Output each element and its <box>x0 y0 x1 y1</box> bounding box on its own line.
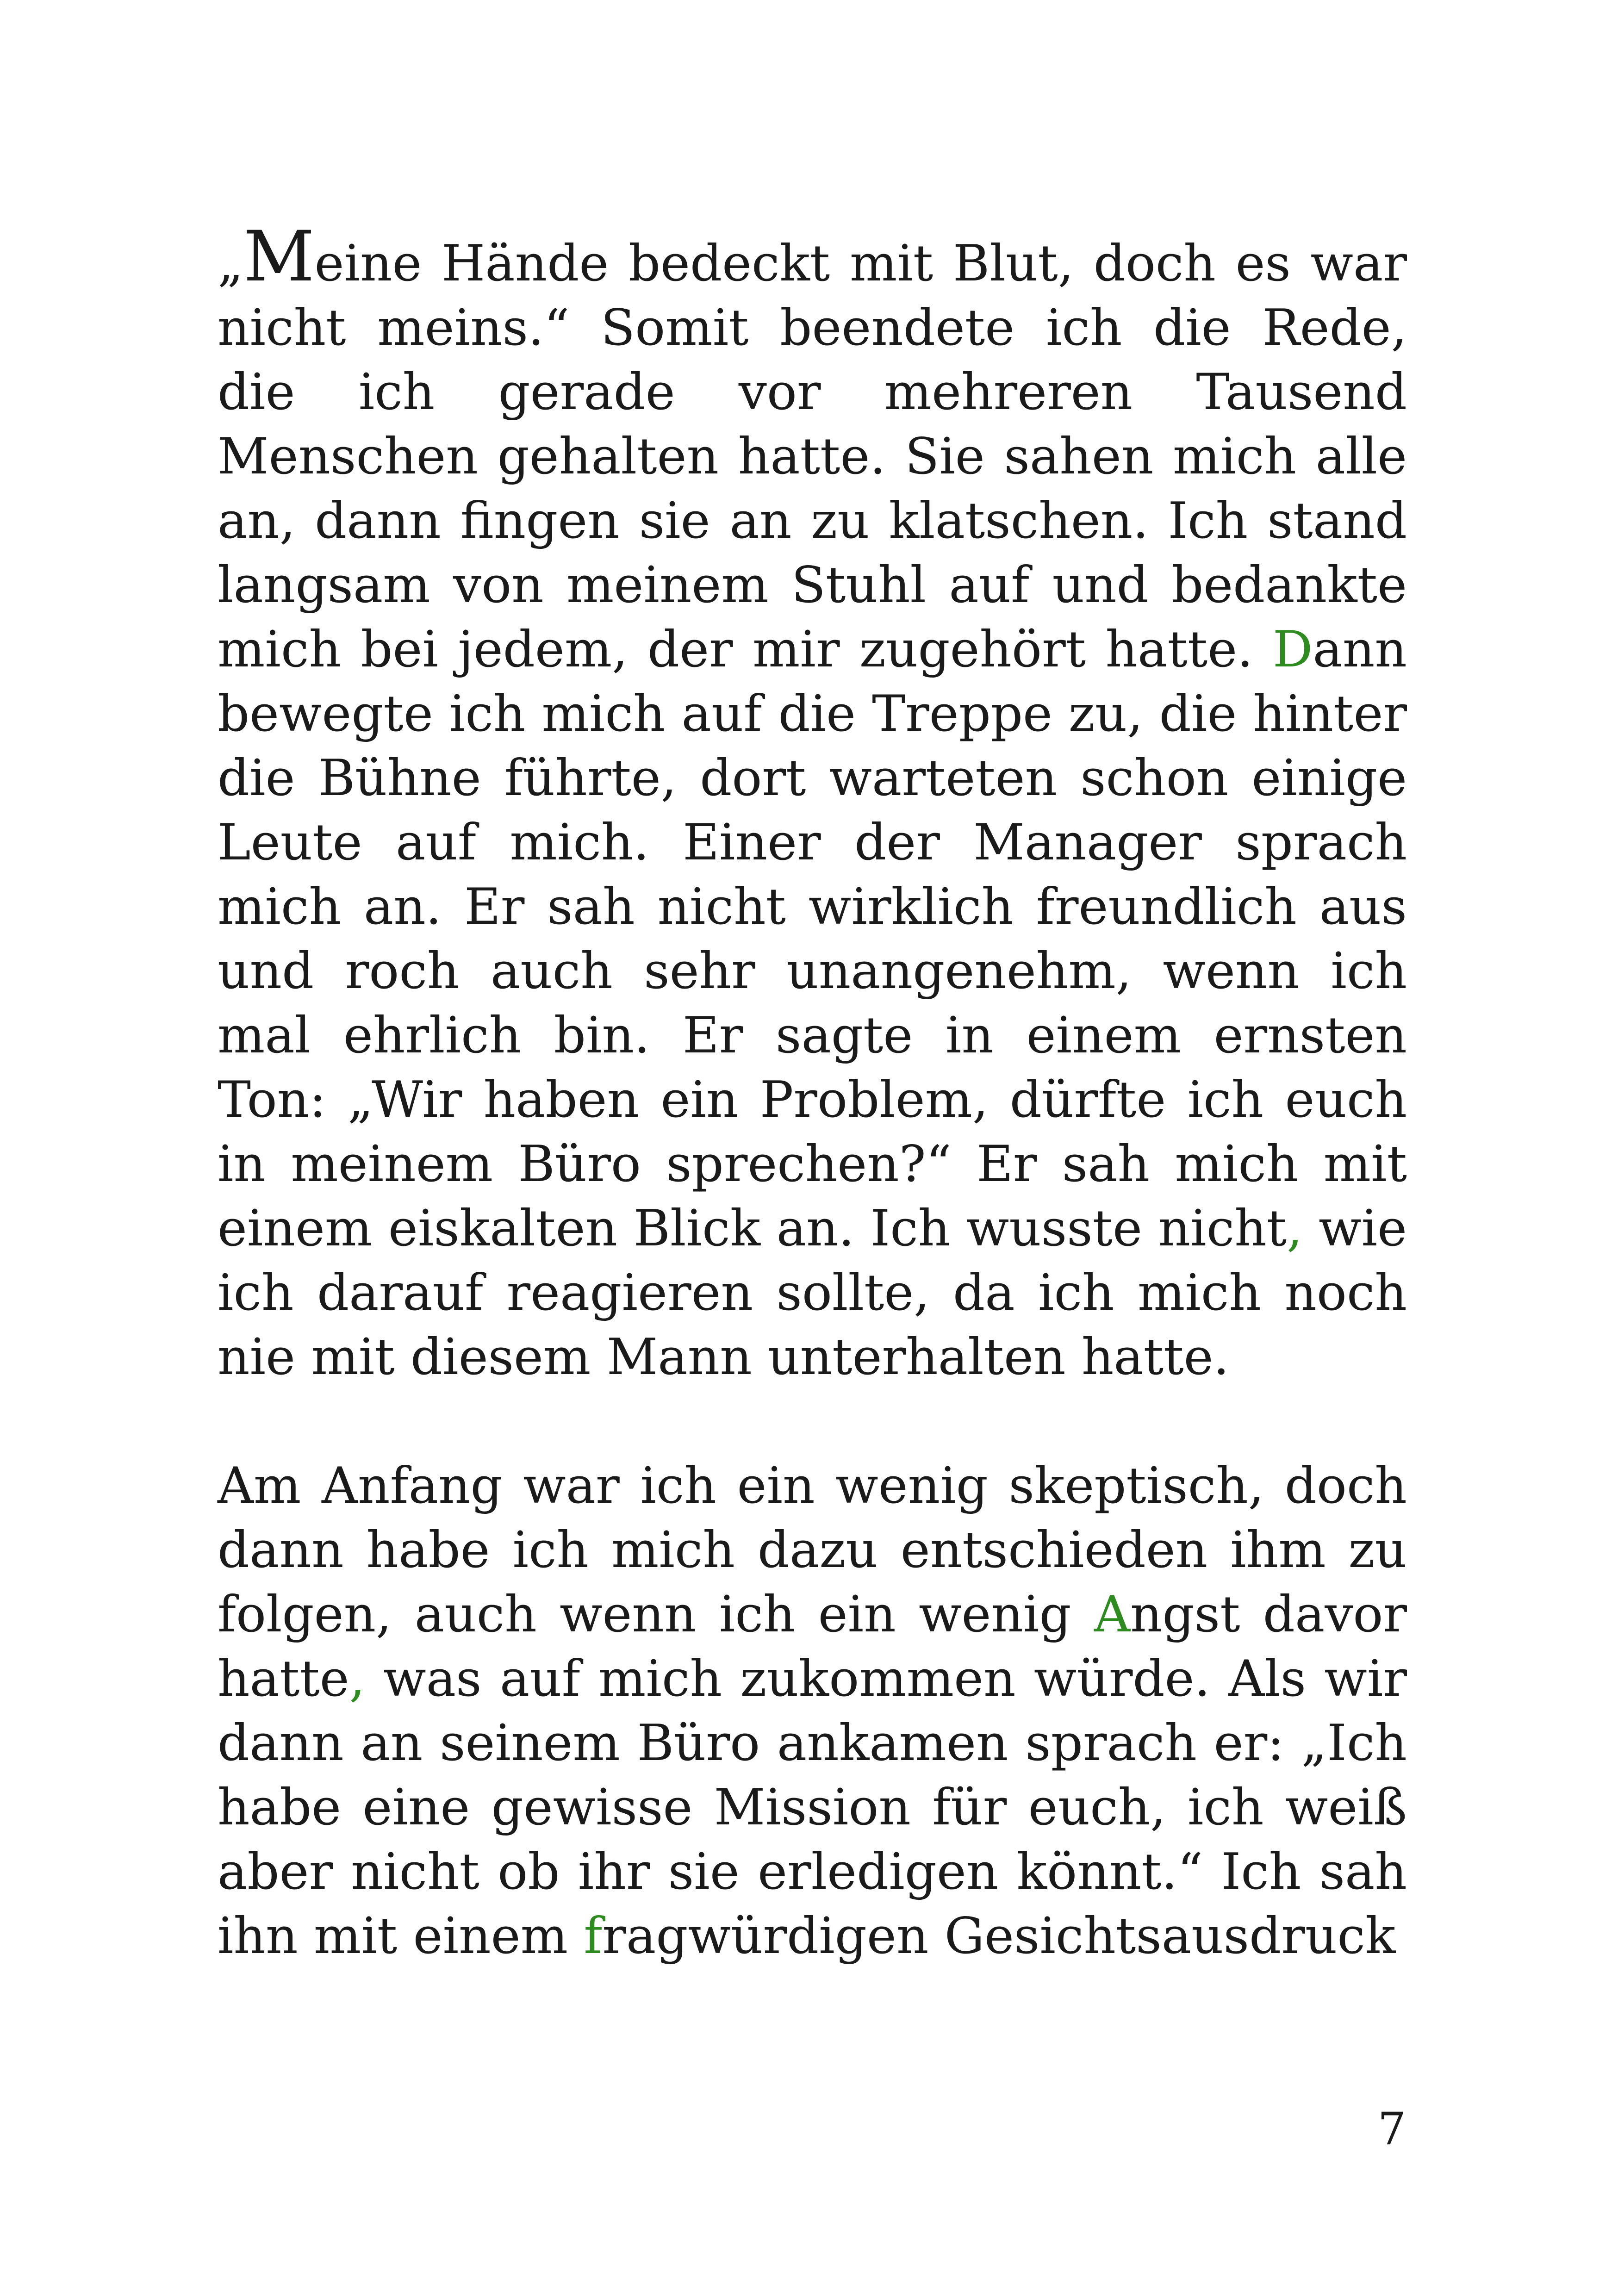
highlighted-letter: A <box>1094 1586 1130 1643</box>
text-run: ragwürdigen Gesichtsausdruck <box>602 1907 1396 1965</box>
highlighted-letter: f <box>584 1907 603 1965</box>
paragraph-1 <box>218 217 1407 1389</box>
body-text <box>218 217 1407 1968</box>
highlighted-letter: D <box>1272 621 1313 678</box>
opening-quote: „ <box>218 235 243 292</box>
page-number: 7 <box>1377 2103 1406 2155</box>
text-run: was auf mich zukommen würde. Als wir dann an seinem Büro ankamen sprach er: „Ich habe eine gewisse Mission für euch, ich weiß aber nicht ob ihr sie erledigen könnt.“ Ich sah ihn mit einem <box>218 1650 1407 1965</box>
text-run: ngst davor hatte <box>218 1586 1407 1708</box>
paragraph-2 <box>218 1454 1407 1968</box>
drop-cap: M <box>243 217 315 297</box>
text-run: Am Anfang war ich ein wenig skeptisch, doch dann habe ich mich dazu entschieden ihm zu folgen, auch wenn ich ein wenig <box>218 1457 1407 1643</box>
highlighted-comma: , <box>1287 1200 1303 1257</box>
highlighted-comma: , <box>349 1650 366 1708</box>
text-run: wie ich darauf reagieren sollte, da ich mich noch nie mit diesem Mann unterhalten hatte. <box>218 1200 1407 1386</box>
text-run: eine Hände bedeckt mit Blut, doch es war nicht meins.“ Somit beendete ich die Rede, die ich gerade vor mehreren Tausend Menschen gehalten hatte. Sie sahen mich alle an, dann fingen sie an zu klatschen. Ich stand langsam von meinem Stuhl auf und bedankte mich bei jedem, der mir zugehört hatte. <box>218 235 1407 678</box>
text-run: ann bewegte ich mich auf die Treppe zu, die hinter die Bühne führte, dort warteten schon einige Leute auf mich. Einer der Manager sprach mich an. Er sah nicht wirklich freundlich aus und roch auch sehr unangenehm, wenn ich mal ehrlich bin. Er sagte in einem ernsten Ton: „Wir haben ein Problem, dürfte ich euch in meinem Büro sprechen?“ Er sah mich mit einem eiskalten Blick an. Ich wusste nicht <box>218 621 1407 1257</box>
